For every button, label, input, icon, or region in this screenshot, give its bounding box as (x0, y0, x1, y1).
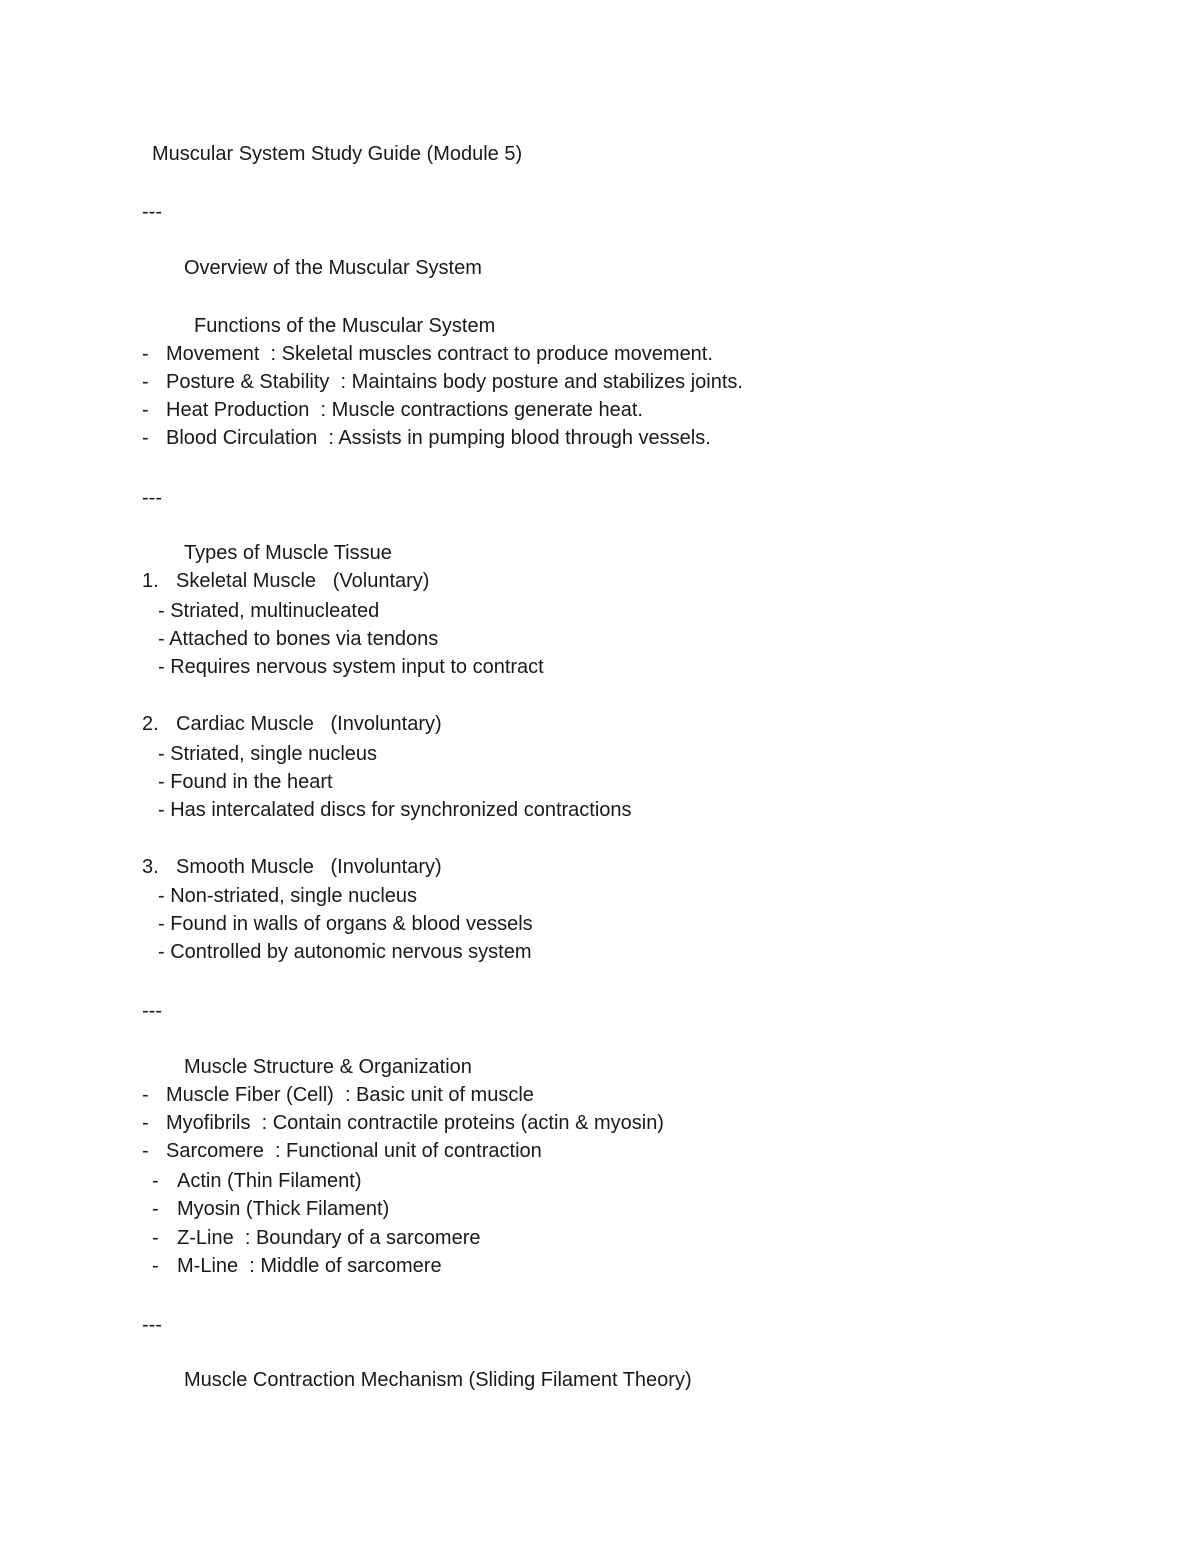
tissue-kind: (Voluntary) (332, 570, 430, 592)
tissue-name: Cardiac Muscle (176, 713, 314, 735)
function-desc: : Maintains body posture and stabilizes joints. (340, 371, 743, 393)
function-term: Heat Production (166, 399, 310, 421)
structure-desc: : Contain contractile proteins (actin & myosin) (261, 1112, 664, 1134)
tissue-type-name (176, 855, 442, 879)
tissue-point: - Controlled by autonomic nervous system (158, 941, 532, 963)
function-item (142, 398, 149, 422)
overview-heading: Overview of the Muscular System (184, 257, 482, 279)
function-item-text (166, 398, 643, 422)
structure-bullet: - (142, 1140, 149, 1162)
structure-term: Myofibrils (166, 1112, 251, 1134)
tissue-type-number: 1. (142, 570, 159, 592)
bullet: - (142, 399, 149, 421)
structure-term: Z-Line (177, 1227, 234, 1249)
section-separator: --- (142, 487, 162, 509)
structure-term: M-Line (177, 1255, 239, 1277)
structure-subitem (177, 1226, 481, 1250)
function-item (142, 342, 149, 366)
function-item-text (166, 426, 711, 450)
section-separator: --- (142, 1314, 162, 1336)
structure-term: Muscle Fiber (Cell) (166, 1084, 334, 1106)
contraction-heading: Muscle Contraction Mechanism (Sliding Filament Theory) (184, 1369, 692, 1391)
structure-term: Actin (Thin Filament) (177, 1170, 362, 1192)
structure-sub-bullet: - (152, 1170, 159, 1192)
bullet: - (142, 343, 149, 365)
structure-bullet: - (142, 1112, 149, 1134)
structure-heading: Muscle Structure & Organization (184, 1056, 472, 1078)
bullet: - (142, 371, 149, 393)
function-item-text (166, 342, 713, 366)
tissue-point: - Has intercalated discs for synchronized contractions (158, 799, 632, 821)
tissue-heading: Types of Muscle Tissue (184, 542, 392, 564)
function-desc: : Assists in pumping blood through vessels. (328, 427, 711, 449)
functions-subheading: Functions of the Muscular System (194, 315, 496, 337)
tissue-point: - Attached to bones via tendons (158, 628, 439, 650)
tissue-kind: (Involuntary) (330, 713, 442, 735)
section-separator: --- (142, 1000, 162, 1022)
tissue-point: - Found in the heart (158, 771, 333, 793)
function-item-text (166, 370, 743, 394)
structure-item (166, 1139, 542, 1163)
structure-item (166, 1083, 534, 1107)
structure-subitem (177, 1197, 389, 1221)
structure-desc: : Functional unit of contraction (274, 1140, 542, 1162)
structure-sub-bullet: - (152, 1227, 159, 1249)
structure-sub-bullet: - (152, 1255, 159, 1277)
function-term: Posture & Stability (166, 371, 330, 393)
structure-term: Myosin (Thick Filament) (177, 1198, 390, 1220)
tissue-point: - Found in walls of organs & blood vessels (158, 913, 533, 935)
structure-desc: : Boundary of a sarcomere (244, 1227, 481, 1249)
bullet: - (142, 427, 149, 449)
function-term: Blood Circulation (166, 427, 318, 449)
tissue-type-number: 2. (142, 713, 159, 735)
structure-desc: : Basic unit of muscle (344, 1084, 534, 1106)
tissue-point: - Striated, single nucleus (158, 743, 378, 765)
tissue-type-name (176, 712, 442, 736)
structure-term: Sarcomere (166, 1140, 264, 1162)
tissue-name: Skeletal Muscle (176, 570, 317, 592)
function-desc: : Skeletal muscles contract to produce movement. (270, 343, 713, 365)
structure-subitem (177, 1254, 442, 1278)
document-title: Muscular System Study Guide (Module 5) (152, 143, 523, 165)
structure-subitem (177, 1169, 362, 1193)
tissue-point: - Non-striated, single nucleus (158, 885, 418, 907)
tissue-name: Smooth Muscle (176, 856, 314, 878)
structure-desc: : Middle of sarcomere (249, 1255, 442, 1277)
function-item (142, 370, 149, 394)
function-item (142, 426, 149, 450)
tissue-point: - Requires nervous system input to contract (158, 656, 544, 678)
structure-bullet: - (142, 1084, 149, 1106)
tissue-type-number: 3. (142, 856, 159, 878)
tissue-point: - Striated, multinucleated (158, 600, 380, 622)
structure-item (166, 1111, 664, 1135)
function-term: Movement (166, 343, 260, 365)
tissue-kind: (Involuntary) (330, 856, 442, 878)
structure-sub-bullet: - (152, 1198, 159, 1220)
section-separator: --- (142, 201, 162, 223)
tissue-type-name (176, 569, 429, 593)
function-desc: : Muscle contractions generate heat. (320, 399, 643, 421)
